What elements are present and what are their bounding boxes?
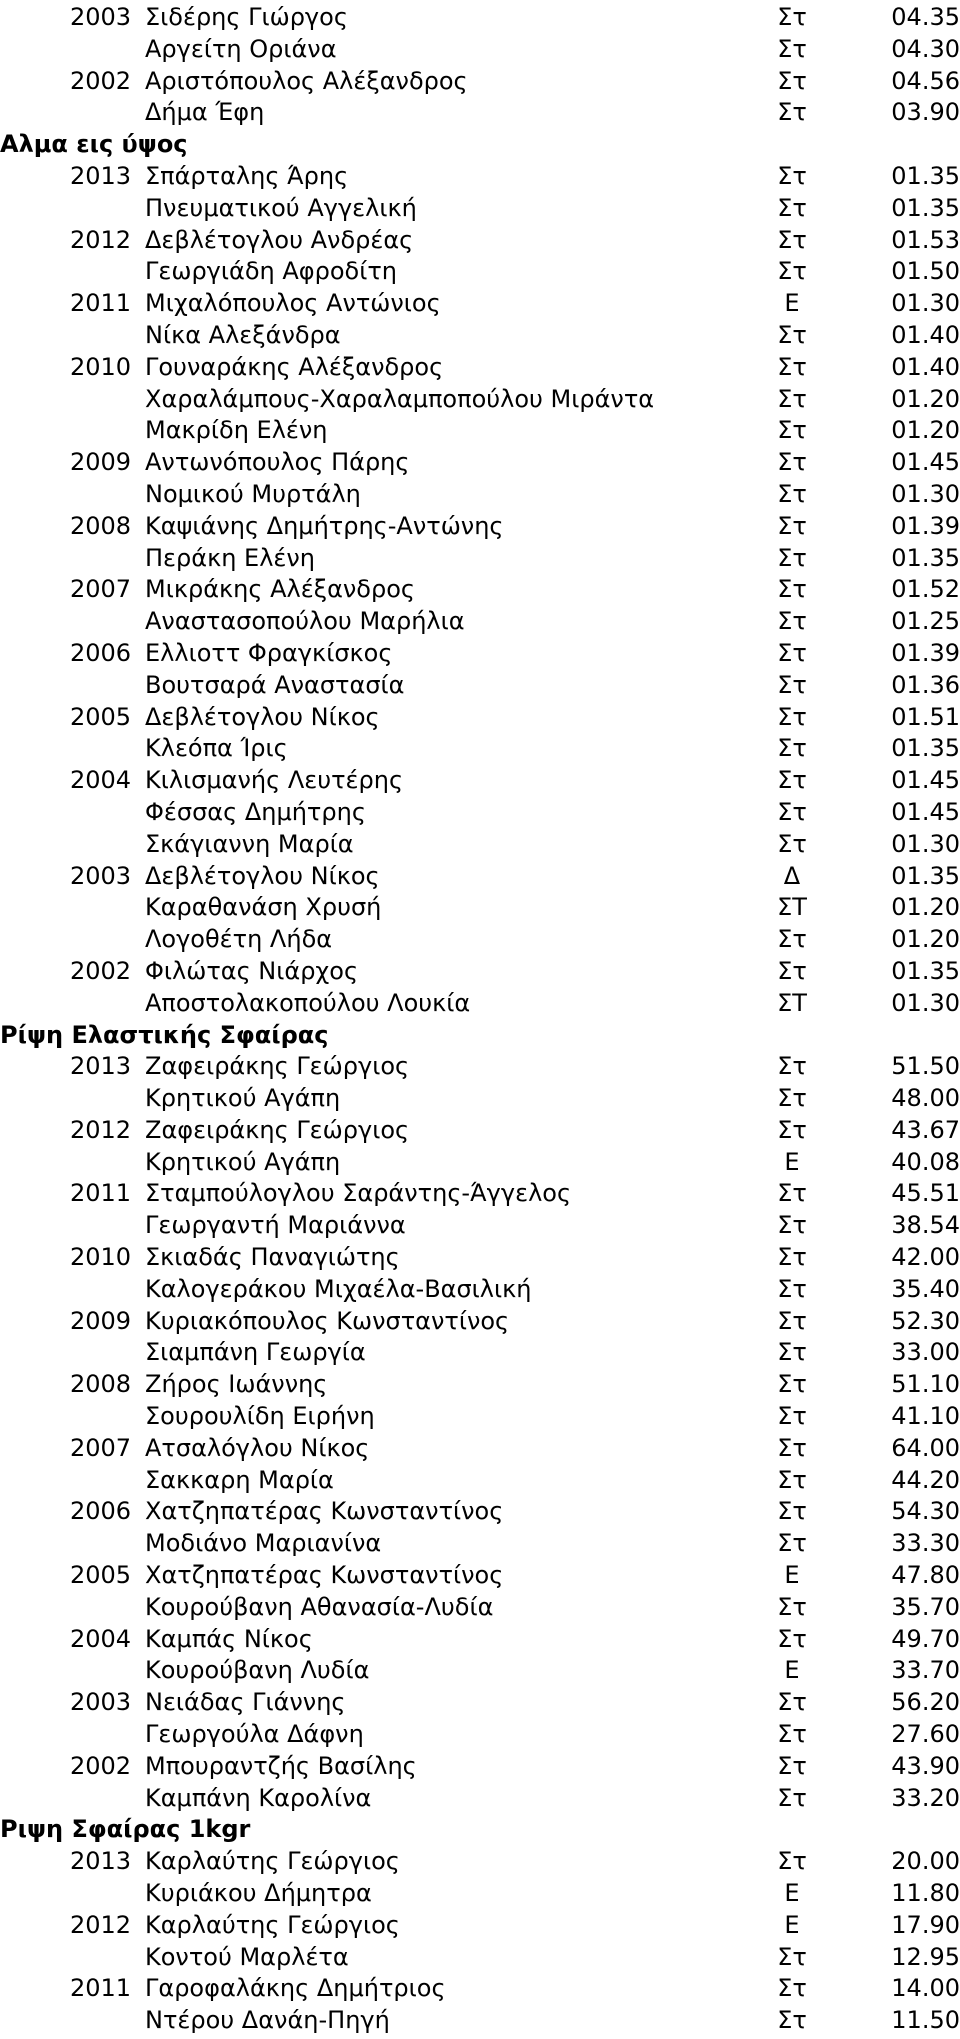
record-row (0, 1115, 960, 1147)
athlete-name: Ζήρος Ιωάννης (145, 1370, 328, 1399)
record-year: 2012 (70, 1115, 132, 1144)
record-row (0, 2005, 960, 2037)
record-row (0, 1846, 960, 1878)
record-year: 2004 (70, 766, 132, 795)
class-code: Στ (777, 257, 807, 286)
record-year: 2004 (70, 1624, 132, 1653)
record-row (0, 161, 960, 193)
class-code: Στ (777, 1338, 807, 1367)
record-value: 01.20 (891, 893, 960, 922)
athlete-name: Σουρουλίδη Ειρήνη (145, 1402, 375, 1431)
class-code: Στ (777, 734, 807, 763)
record-value: 01.30 (891, 479, 960, 508)
record-year: 2005 (70, 702, 132, 731)
record-value: 01.20 (891, 925, 960, 954)
record-row (0, 1496, 960, 1528)
athlete-name: Γαροφαλάκης Δημήτριος (145, 1974, 446, 2003)
record-row (0, 956, 960, 988)
class-code: Στ (777, 575, 807, 604)
record-year: 2003 (70, 3, 132, 31)
record-row (0, 288, 960, 320)
athlete-name: Νειάδας Γιάννης (145, 1688, 346, 1717)
record-value: 01.25 (891, 607, 960, 636)
record-value: 49.70 (891, 1624, 960, 1653)
record-year: 2009 (70, 1306, 132, 1335)
athlete-name: Αποστολακοπούλου Λουκία (145, 988, 471, 1017)
record-row (0, 1655, 960, 1687)
record-value: 01.45 (891, 766, 960, 795)
class-code: Στ (777, 829, 807, 858)
athlete-name: Γεωργαντή Μαριάννα (145, 1211, 406, 1240)
athlete-name: Βουτσαρά Αναστασία (145, 670, 405, 699)
class-code: Στ (777, 352, 807, 381)
class-code: Ε (784, 1147, 800, 1176)
record-year: 2006 (70, 638, 132, 667)
record-value: 01.40 (891, 320, 960, 349)
record-value: 35.40 (891, 1274, 960, 1303)
record-value: 01.30 (891, 988, 960, 1017)
section-title: Ρίψη Ελαστικής Σφαίρας (0, 1020, 329, 1049)
record-year: 2003 (70, 861, 132, 890)
athlete-name: Σκιαδάς Παναγιώτης (145, 1243, 400, 1272)
athlete-name: Καλογεράκου Μιχαέλα-Βασιλική (145, 1274, 532, 1303)
record-row (0, 1942, 960, 1974)
record-value: 48.00 (891, 1084, 960, 1113)
record-row (0, 352, 960, 384)
record-year: 2002 (70, 956, 132, 985)
athlete-name: Μιχαλόπουλος Αντώνιος (145, 289, 441, 318)
record-value: 01.20 (891, 416, 960, 445)
record-value: 54.30 (891, 1497, 960, 1526)
record-row (0, 1147, 960, 1179)
record-row (0, 1178, 960, 1210)
class-code: Στ (777, 1370, 807, 1399)
record-year: 2011 (70, 1974, 132, 2003)
class-code: Στ (777, 225, 807, 254)
class-code: Στ (777, 1211, 807, 1240)
record-year: 2008 (70, 511, 132, 540)
record-value: 38.54 (891, 1211, 960, 1240)
record-row (0, 511, 960, 543)
class-code: Δ (783, 861, 801, 890)
record-year: 2007 (70, 1433, 132, 1462)
section-header (0, 1020, 960, 1052)
record-value: 04.30 (891, 34, 960, 63)
class-code: Στ (777, 1688, 807, 1717)
athlete-name: Φέσσας Δημήτρης (145, 797, 366, 826)
class-code: Στ (777, 1433, 807, 1462)
record-row (0, 1624, 960, 1656)
record-row (0, 1242, 960, 1274)
athlete-name: Χαραλάμπους-Χαραλαμποπούλου Μιράντα (145, 384, 655, 413)
class-code: Στ (777, 1115, 807, 1144)
athlete-name: Σιδέρης Γιώργος (145, 3, 348, 31)
record-year: 2007 (70, 575, 132, 604)
class-code: Στ (777, 161, 807, 190)
class-code: Στ (777, 1751, 807, 1780)
record-row (0, 447, 960, 479)
record-year: 2010 (70, 1243, 132, 1272)
class-code: ΣΤ (777, 893, 807, 922)
section-header (0, 1814, 960, 1846)
record-row (0, 543, 960, 575)
athlete-name: Καρλαύτης Γεώργιος (145, 1847, 400, 1876)
record-row (0, 1274, 960, 1306)
class-code: Στ (777, 1974, 807, 2003)
record-row (0, 829, 960, 861)
record-row (0, 1878, 960, 1910)
record-value: 43.90 (891, 1751, 960, 1780)
record-row (0, 193, 960, 225)
record-row (0, 1306, 960, 1338)
class-code: Στ (777, 448, 807, 477)
athlete-name: Ελλιοττ Φραγκίσκος (145, 638, 393, 667)
record-row (0, 797, 960, 829)
record-row (0, 861, 960, 893)
athlete-name: Ζαφειράκης Γεώργιος (145, 1052, 410, 1081)
athlete-name: Νομικού Μυρτάλη (145, 479, 361, 508)
athlete-name: Κιλισμανής Λευτέρης (145, 766, 404, 795)
class-code: Ε (784, 1561, 800, 1590)
athlete-name: Κυριάκου Δήμητρα (145, 1879, 372, 1908)
record-value: 01.36 (891, 670, 960, 699)
class-code: Στ (777, 1179, 807, 1208)
athlete-name: Δεβλέτογλου Νίκος (145, 861, 380, 890)
athlete-name: Σκάγιαννη Μαρία (145, 829, 354, 858)
record-value: 04.35 (891, 3, 960, 31)
record-row (0, 34, 960, 66)
class-code: Στ (777, 1720, 807, 1749)
class-code: Στ (777, 320, 807, 349)
record-year: 2013 (70, 161, 132, 190)
record-row (0, 1719, 960, 1751)
record-value: 35.70 (891, 1592, 960, 1621)
class-code: Στ (777, 638, 807, 667)
record-year: 2009 (70, 448, 132, 477)
athlete-name: Αναστασοπούλου Μαρήλια (145, 607, 465, 636)
athlete-name: Ντέρου Δανάη-Πηγή (145, 2006, 390, 2035)
record-row (0, 1560, 960, 1592)
record-year: 2012 (70, 225, 132, 254)
record-row (0, 479, 960, 511)
record-row (0, 1592, 960, 1624)
athlete-name: Καμπάς Νίκος (145, 1624, 313, 1653)
record-row (0, 1910, 960, 1942)
record-value: 01.45 (891, 448, 960, 477)
class-code: Στ (777, 702, 807, 731)
record-value: 43.67 (891, 1115, 960, 1144)
record-value: 51.10 (891, 1370, 960, 1399)
record-row (0, 1433, 960, 1465)
class-code: Στ (777, 925, 807, 954)
record-row (0, 1751, 960, 1783)
record-value: 01.35 (891, 543, 960, 572)
athlete-name: Κλεόπα Ίρις (145, 734, 288, 763)
record-row (0, 1687, 960, 1719)
record-value: 12.95 (891, 1942, 960, 1971)
record-row (0, 415, 960, 447)
record-row (0, 384, 960, 416)
record-value: 64.00 (891, 1433, 960, 1462)
record-value: 01.35 (891, 193, 960, 222)
athlete-name: Χατζηπατέρας Κωνσταντίνος (145, 1497, 504, 1526)
class-code: Στ (777, 416, 807, 445)
class-code: Στ (777, 543, 807, 572)
class-code: Ε (784, 1879, 800, 1908)
record-value: 11.50 (891, 2006, 960, 2035)
athlete-name: Σιαμπάνη Γεωργία (145, 1338, 366, 1367)
athlete-name: Μπουραντζής Βασίλης (145, 1751, 417, 1780)
record-value: 33.20 (891, 1783, 960, 1812)
class-code: Στ (777, 1592, 807, 1621)
record-year: 2010 (70, 352, 132, 381)
record-value: 01.39 (891, 511, 960, 540)
athlete-name: Ζαφειράκης Γεώργιος (145, 1115, 410, 1144)
athlete-name: Ατσαλόγλου Νίκος (145, 1433, 370, 1462)
section-title: Ριψη Σφαίρας 1kgr (0, 1815, 251, 1844)
class-code: Στ (777, 479, 807, 508)
athlete-name: Γεωργούλα Δάφνη (145, 1720, 364, 1749)
class-code: Στ (777, 3, 807, 31)
athlete-name: Μοδιάνο Μαριανίνα (145, 1529, 382, 1558)
class-code: Στ (777, 956, 807, 985)
athlete-name: Περάκη Ελένη (145, 543, 316, 572)
class-code: Στ (777, 1052, 807, 1081)
class-code: Στ (777, 1942, 807, 1971)
class-code: ΣΤ (777, 988, 807, 1017)
record-row (0, 1369, 960, 1401)
record-year: 2013 (70, 1847, 132, 1876)
record-row (0, 606, 960, 638)
record-value: 01.39 (891, 638, 960, 667)
class-code: Στ (777, 1402, 807, 1431)
record-value: 17.90 (891, 1910, 960, 1939)
athlete-name: Αργείτη Οριάνα (145, 34, 337, 63)
record-row (0, 702, 960, 734)
record-value: 56.20 (891, 1688, 960, 1717)
record-value: 42.00 (891, 1243, 960, 1272)
athlete-name: Πνευματικού Αγγελική (145, 193, 417, 222)
class-code: Στ (777, 34, 807, 63)
record-row (0, 66, 960, 98)
class-code: Στ (777, 1497, 807, 1526)
record-row (0, 1465, 960, 1497)
record-year: 2003 (70, 1688, 132, 1717)
record-row (0, 924, 960, 956)
record-row (0, 1337, 960, 1369)
record-value: 01.35 (891, 734, 960, 763)
section-title: Αλμα εις ύψος (0, 130, 188, 159)
class-code: Στ (777, 384, 807, 413)
athlete-name: Καραθανάση Χρυσή (145, 893, 382, 922)
record-row (0, 320, 960, 352)
record-value: 33.70 (891, 1656, 960, 1685)
record-value: 01.52 (891, 575, 960, 604)
athlete-name: Φιλώτας Νιάρχος (145, 956, 359, 985)
record-row (0, 988, 960, 1020)
record-value: 01.30 (891, 289, 960, 318)
athlete-name: Κοντού Μαρλέτα (145, 1942, 349, 1971)
record-row (0, 1973, 960, 2005)
class-code: Ε (784, 1656, 800, 1685)
class-code: Στ (777, 670, 807, 699)
record-value: 47.80 (891, 1561, 960, 1590)
class-code: Στ (777, 766, 807, 795)
class-code: Στ (777, 98, 807, 127)
athlete-name: Καρλαύτης Γεώργιος (145, 1910, 400, 1939)
record-value: 33.30 (891, 1529, 960, 1558)
record-value: 45.51 (891, 1179, 960, 1208)
record-value: 01.35 (891, 861, 960, 890)
record-year: 2008 (70, 1370, 132, 1399)
record-value: 01.20 (891, 384, 960, 413)
athlete-name: Μικράκης Αλέξανδρος (145, 575, 415, 604)
record-row (0, 97, 960, 129)
athlete-name: Κρητικού Αγάπη (145, 1147, 341, 1176)
record-row (0, 1783, 960, 1815)
record-row (0, 2, 960, 34)
record-row (0, 1051, 960, 1083)
athlete-name: Κουρούβανη Λυδία (145, 1656, 370, 1685)
class-code: Στ (777, 1783, 807, 1812)
record-value: 01.35 (891, 956, 960, 985)
record-value: 51.50 (891, 1052, 960, 1081)
class-code: Στ (777, 1465, 807, 1494)
record-value: 03.90 (891, 98, 960, 127)
record-value: 14.00 (891, 1974, 960, 2003)
record-year: 2012 (70, 1910, 132, 1939)
athlete-name: Λογοθέτη Λήδα (145, 925, 333, 954)
class-code: Ε (784, 289, 800, 318)
record-row (0, 638, 960, 670)
record-year: 2002 (70, 1751, 132, 1780)
class-code: Στ (777, 2006, 807, 2035)
record-row (0, 256, 960, 288)
record-value: 33.00 (891, 1338, 960, 1367)
record-value: 41.10 (891, 1402, 960, 1431)
class-code: Στ (777, 607, 807, 636)
record-value: 01.45 (891, 797, 960, 826)
record-row (0, 733, 960, 765)
record-year: 2002 (70, 66, 132, 95)
record-row (0, 225, 960, 257)
athlete-name: Κουρούβανη Αθανασία-Λυδία (145, 1592, 494, 1621)
athlete-name: Γουναράκης Αλέξανδρος (145, 352, 444, 381)
class-code: Στ (777, 1084, 807, 1113)
record-value: 01.51 (891, 702, 960, 731)
athlete-name: Γεωργιάδη Αφροδίτη (145, 257, 397, 286)
athlete-name: Νίκα Αλεξάνδρα (145, 320, 341, 349)
record-year: 2011 (70, 1179, 132, 1208)
record-value: 01.35 (891, 161, 960, 190)
record-row (0, 1083, 960, 1115)
record-value: 52.30 (891, 1306, 960, 1335)
class-code: Στ (777, 1847, 807, 1876)
record-row (0, 892, 960, 924)
athlete-name: Δεβλέτογλου Νίκος (145, 702, 380, 731)
athlete-name: Σακκαρη Μαρία (145, 1465, 334, 1494)
athlete-name: Κρητικού Αγάπη (145, 1084, 341, 1113)
athlete-name: Κυριακόπουλος Κωνσταντίνος (145, 1306, 510, 1335)
athlete-name: Μακρίδη Ελένη (145, 416, 328, 445)
record-year: 2013 (70, 1052, 132, 1081)
record-value: 01.30 (891, 829, 960, 858)
athlete-name: Σταμπούλογλου Σαράντης-Άγγελος (145, 1179, 572, 1208)
record-value: 20.00 (891, 1847, 960, 1876)
athlete-name: Καψιάνης Δημήτρης-Αντώνης (145, 511, 504, 540)
athlete-name: Δεβλέτογλου Ανδρέας (145, 225, 414, 254)
record-row (0, 1210, 960, 1242)
class-code: Στ (777, 66, 807, 95)
record-value: 01.50 (891, 257, 960, 286)
class-code: Στ (777, 1243, 807, 1272)
class-code: Στ (777, 1624, 807, 1653)
record-value: 04.56 (891, 66, 960, 95)
record-row (0, 670, 960, 702)
record-value: 44.20 (891, 1465, 960, 1494)
record-row (0, 1528, 960, 1560)
section-header (0, 129, 960, 161)
record-value: 01.53 (891, 225, 960, 254)
class-code: Στ (777, 511, 807, 540)
class-code: Στ (777, 1529, 807, 1558)
record-year: 2006 (70, 1497, 132, 1526)
athlete-name: Σπάρταλης Άρης (145, 161, 349, 190)
record-value: 11.80 (891, 1879, 960, 1908)
record-row (0, 1401, 960, 1433)
record-value: 01.40 (891, 352, 960, 381)
class-code: Στ (777, 1274, 807, 1303)
athlete-name: Χατζηπατέρας Κωνσταντίνος (145, 1561, 504, 1590)
class-code: Στ (777, 1306, 807, 1335)
record-row (0, 765, 960, 797)
record-row (0, 574, 960, 606)
record-year: 2011 (70, 289, 132, 318)
athlete-name: Καμπάνη Καρολίνα (145, 1783, 372, 1812)
record-value: 40.08 (891, 1147, 960, 1176)
class-code: Στ (777, 797, 807, 826)
record-value: 27.60 (891, 1720, 960, 1749)
athlete-name: Αριστόπουλος Αλέξανδρος (145, 66, 468, 95)
record-year: 2005 (70, 1561, 132, 1590)
class-code: Ε (784, 1910, 800, 1939)
athlete-name: Δήμα Έφη (145, 98, 265, 127)
athlete-name: Αντωνόπουλος Πάρης (145, 448, 410, 477)
class-code: Στ (777, 193, 807, 222)
